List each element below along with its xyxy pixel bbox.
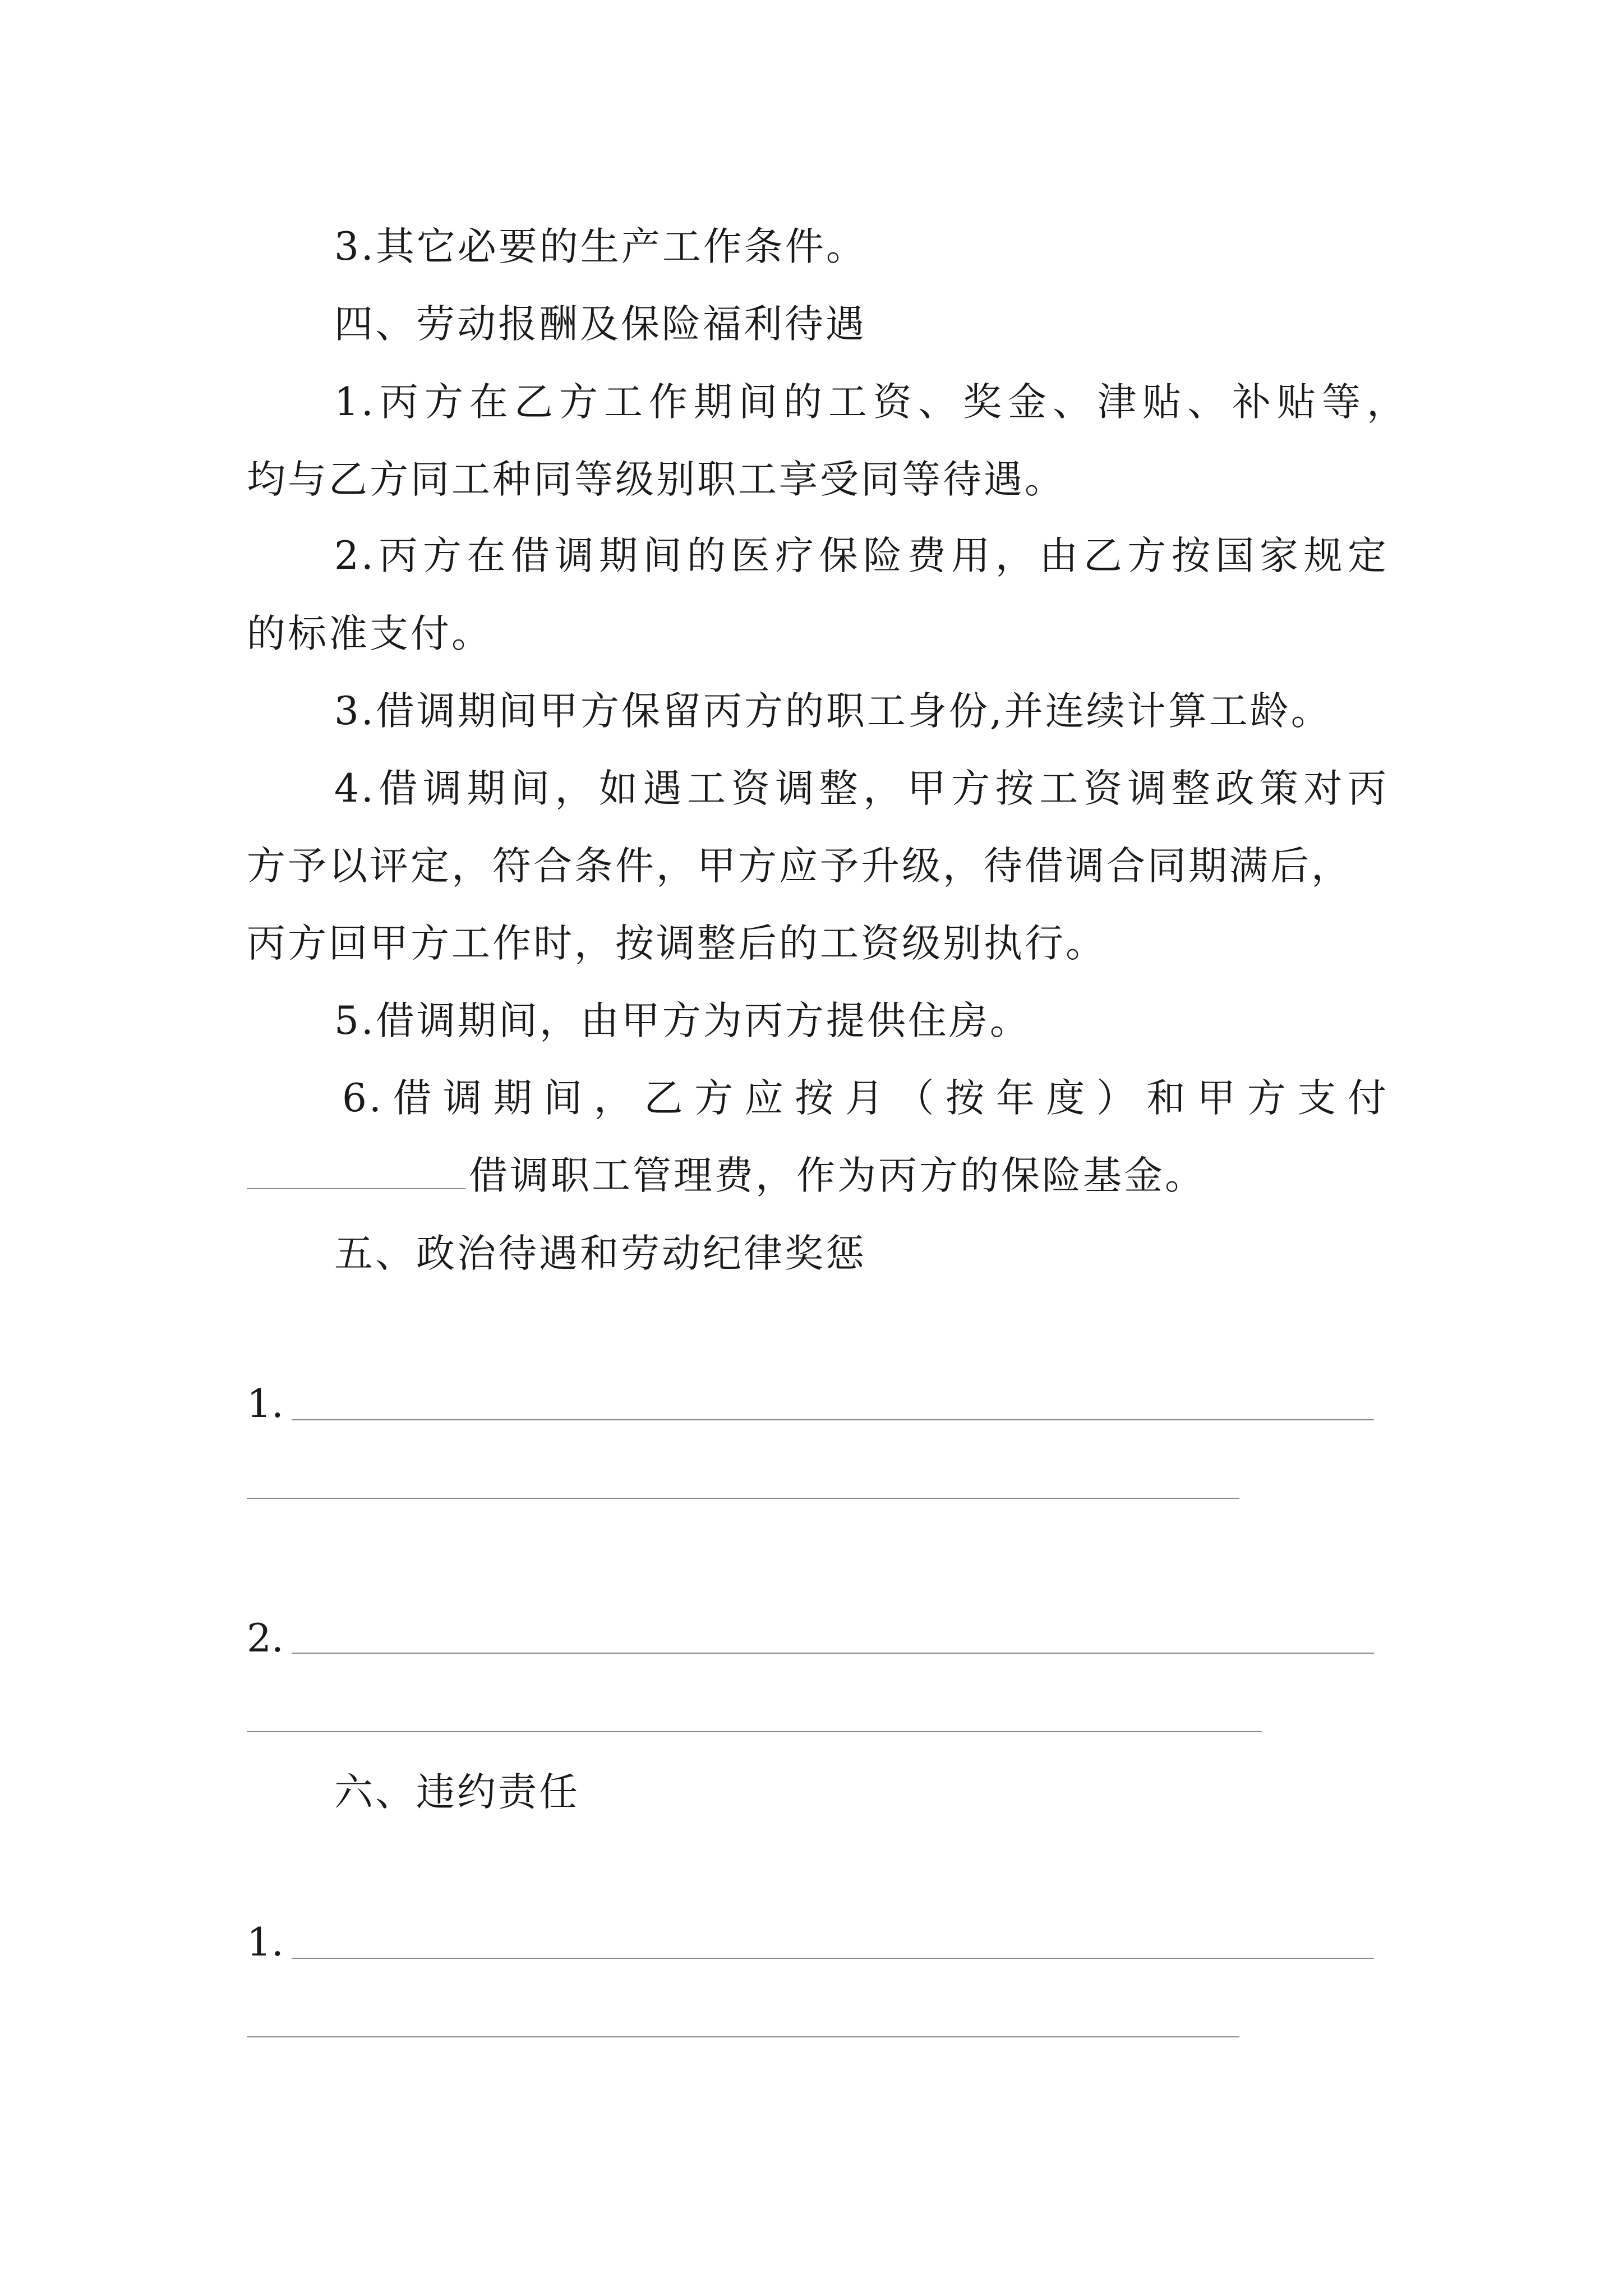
item-5-1-blank-line-2 [247,1498,1239,1499]
item-5-1-blank-line-1 [292,1419,1374,1420]
paragraph-4-4-line-3: 丙方回甲方工作时，按调整后的工资级别执行。 [247,921,1106,966]
paragraph-4-6-line-1: 6.借调期间，乙方应按月（按年度）和甲方支付 [342,1076,1389,1121]
paragraph-4-1-line-1: 1.丙方在乙方工作期间的工资、奖金、津贴、补贴等， [334,380,1408,425]
item-5-2-number: 2. [247,1616,284,1661]
paragraph-4-5: 5.借调期间，由甲方为丙方提供住房。 [334,999,1031,1043]
paragraph-4-4-line-2: 方予以评定，符合条件，甲方应予升级，待借调合同期满后， [247,844,1352,889]
item-6-1-number: 1. [247,1920,284,1965]
paragraph-4-3: 3.借调期间甲方保留丙方的职工身份,并连续计算工龄。 [334,689,1332,734]
paragraph-4-2-line-2: 的标准支付。 [247,611,492,656]
section-heading-6: 六、违约责任 [334,1770,580,1815]
paragraph-4-6-line-2: 借调职工管理费，作为丙方的保险基金。 [469,1153,1206,1198]
item-6-1-blank-line-2 [247,2036,1239,2037]
item-5-1-number: 1. [247,1382,284,1427]
paragraph-4-1-line-2: 均与乙方同工种同等级别职工享受同等待遇。 [247,457,1066,502]
item-5-2-blank-line-2 [247,1731,1262,1732]
section-heading-4: 四、劳动报酬及保险福利待遇 [334,302,866,347]
item-5-2-blank-line-1 [292,1653,1374,1654]
paragraph-4-2-line-1: 2.丙方在借调期间的医疗保险费用，由乙方按国家规定 [334,533,1389,578]
management-fee-blank [247,1188,465,1189]
item-6-1-blank-line-1 [292,1958,1374,1959]
paragraph-4-4-line-1: 4.借调期间，如遇工资调整，甲方按工资调整政策对丙 [334,766,1389,811]
paragraph-3-other-conditions: 3.其它必要的生产工作条件。 [334,224,867,269]
section-heading-5: 五、政治待遇和劳动纪律奖惩 [334,1231,866,1276]
